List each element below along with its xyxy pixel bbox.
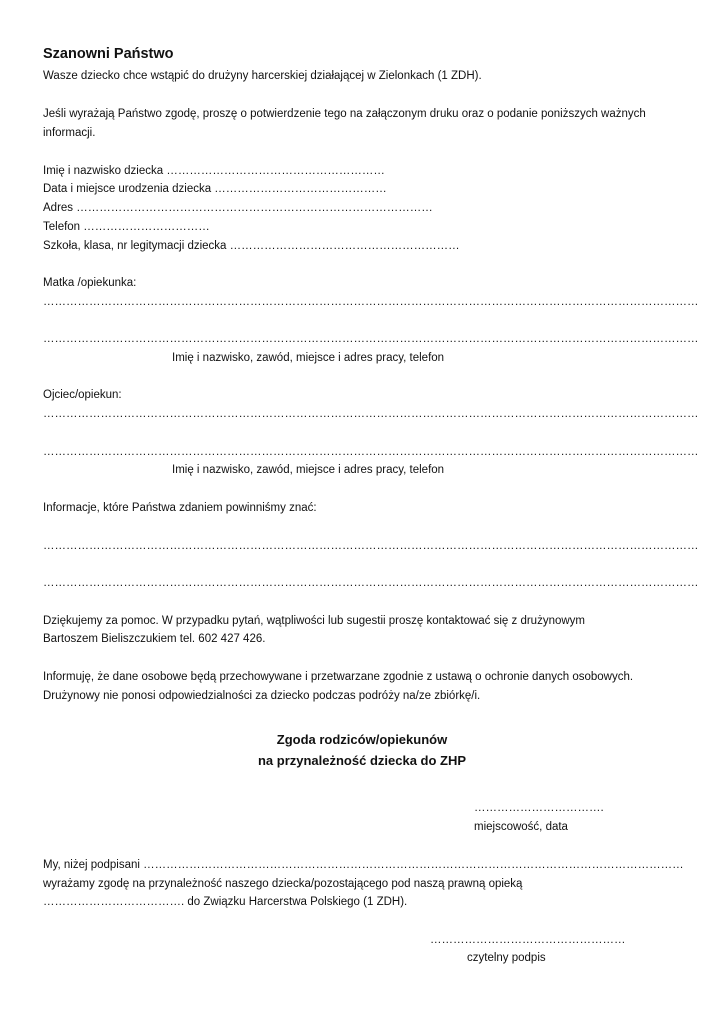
consent-text-cont: ………………………………. do Związku Harcerstwa Polskiego (1 ZDH). [43,896,408,908]
data-protection-text: Informuję, że dane osobowe będą przechowywane i przetwarzane zgodnie z ustawą o ochronie danych osobowych. [43,671,634,683]
info-line-1: ……………………………………………………………………………………………………………………………………………………… [43,540,699,552]
mother-caption: Imię i nazwisko, zawód, miejsce i adres pracy, telefon [172,352,445,364]
child-birth-field: Data i miejsce urodzenia dziecka ……………………………………… [43,183,387,195]
liability-text: Drużynowy nie ponosi odpowiedzialności za dziecko podczas podróży na/ze zbiórkę/i. [43,690,481,702]
consent-subtitle: na przynależność dziecka do ZHP [257,753,467,768]
child-phone-field: Telefon …………………………… [43,221,210,233]
info-label: Informacje, które Państwa zdaniem powinniśmy znać: [43,502,317,514]
intro-text: Wasze dziecko chce wstąpić do drużyny harcerskiej działającej w Zielonkach (1 ZDH). [43,70,482,82]
info-line-2: ……………………………………………………………………………………………………………………………………………………… [43,577,699,589]
consent-text: wyrażamy zgodę na przynależność naszego dziecka/pozostającego pod naszą prawną opieką [43,878,523,890]
consent-request-text-cont: informacji. [43,127,96,139]
undersigned-field: My, niżej podpisani …………………………………………………………………………………………………………………………… [43,859,684,871]
child-name-field: Imię i nazwisko dziecka ………………………………………………… [43,165,385,177]
mother-line-1: ……………………………………………………………………………………………………………………………………………………… [43,296,699,308]
thanks-text-cont: Bartoszem Bieliszczukiem tel. 602 427 426. [43,633,266,645]
signature-caption: czytelny podpis [467,952,546,964]
place-date-caption: miejscowość, data [474,821,568,833]
page-heading: Szanowni Państwo [43,46,174,62]
mother-line-2: ……………………………………………………………………………………………………………………………………………………… [43,333,699,345]
consent-request-text: Jeśli wyrażają Państwo zgodę, proszę o potwierdzenie tego na załączonym druku oraz o podanie poniższych ważnych [43,108,646,120]
father-caption: Imię i nazwisko, zawód, miejsce i adres pracy, telefon [172,464,445,476]
signature-line: …………………………………………… [430,934,626,946]
child-address-field: Adres ………………………………………………………………………………… [43,202,433,214]
consent-title: Zgoda rodziców/opiekunów [276,732,448,747]
mother-label: Matka /opiekunka: [43,277,137,289]
father-line-2: ……………………………………………………………………………………………………………………………………………………… [43,446,699,458]
father-line-1: ……………………………………………………………………………………………………………………………………………………… [43,408,699,420]
place-date-line: ……………………………. [474,802,604,814]
thanks-text: Dziękujemy za pomoc. W przypadku pytań, wątpliwości lub sugestii proszę kontaktować się z drużynowym [43,615,585,627]
father-label: Ojciec/opiekun: [43,389,122,401]
child-school-field: Szkoła, klasa, nr legitymacji dziecka …………………………………………………… [43,240,460,252]
